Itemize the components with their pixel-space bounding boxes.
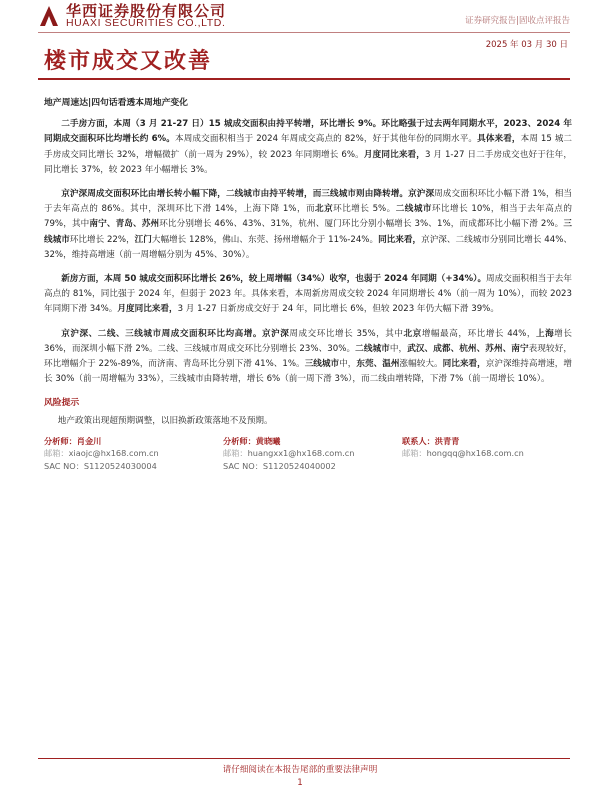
text-run: 3 月 1-27 日二手房成交也好于往年，同比增长 37%，较 2023 年小幅增长 3%。 <box>44 149 572 175</box>
text-run: 增幅最高，环比增长 44%， <box>421 328 536 339</box>
bold-text-run: 京沪深 <box>408 189 435 200</box>
text-run: 京沪深、二线城市分别同比增长 44%、32%，维持高增速（前一周增幅分别为 45%、30%）。 <box>44 234 572 260</box>
text-run: 3 月 1-27 日新房成交好于 24 年，同比增长 6%，但较 2023 年仍大幅下滑 39%。 <box>177 304 499 315</box>
text-run: 京沪深维持高增速，增长 30%（前一周增幅为 33%），三线城市由降转增，增长 6%（前一周下滑 3%），而二线由增转降，下滑 7%（前一周增长 10%）。 <box>44 359 572 385</box>
page-number: 1 <box>297 778 303 788</box>
email-value[interactable]: xiaojc@hx168.com.cn <box>68 448 159 459</box>
bold-text-run: 同比来看， <box>442 359 486 370</box>
title-divider <box>38 78 570 80</box>
analyst-card <box>223 435 393 473</box>
report-date: 2025 年 03 月 30 日 <box>485 40 568 50</box>
bold-text-run: 北京 <box>315 204 334 215</box>
section-heading: 地产周速达|四句话看透本周地产变化 <box>44 98 188 108</box>
email-label: 邮箱： <box>44 448 69 459</box>
email-label: 邮箱： <box>402 448 427 459</box>
footer-divider <box>38 758 570 759</box>
analyst-email[interactable] <box>223 447 393 460</box>
text-run: 大幅增长 128%，佛山、东莞、扬州增幅介于 11%-24%。 <box>151 234 379 245</box>
bold-text-run: 上海 <box>535 328 555 339</box>
bold-text-run: 月度同比来看， <box>363 149 426 160</box>
bold-text-run: 武汉、成都、杭州、苏州、南宁 <box>407 343 529 354</box>
analyst-sac-number: SAC NO：S1120524030004 <box>44 460 157 471</box>
analyst-name: 分析师：肖金川 <box>44 435 102 446</box>
email-value[interactable]: hongqq@hx168.com.cn <box>426 448 524 459</box>
bold-text-run: 南宁、青岛、苏州 <box>89 219 160 230</box>
text-run: 中， <box>389 343 408 354</box>
bold-text-run: 京沪深、二线、三线城市周成交面积环比均高增。 <box>61 328 262 339</box>
company-name-en: HUAXI SECURITIES CO.,LTD. <box>66 17 226 29</box>
paragraph-list <box>44 117 572 387</box>
footer-disclaimer: 请仔细阅读在本报告尾部的重要法律声明 <box>222 765 378 775</box>
analyst-card <box>402 435 572 473</box>
text-run: 环比增长 22%， <box>69 234 135 245</box>
company-name-cn: 华西证券股份有限公司 <box>66 2 227 20</box>
text-run: 环比增长 10%，相当于去年高点的 79%，其中 <box>44 204 572 230</box>
bold-text-run: 京沪深 <box>261 328 290 339</box>
analyst-email[interactable] <box>44 447 214 460</box>
body-paragraph <box>44 187 572 263</box>
bold-text-run: 北京 <box>403 328 422 339</box>
analyst-email[interactable] <box>402 447 572 460</box>
report-body <box>44 96 572 472</box>
bold-text-run: 东莞、温州 <box>356 359 400 370</box>
bold-text-run: 同比来看， <box>378 234 422 245</box>
text-run: 周成交面积相当于去年高点的 81%，同比强于 2024 年，但弱于 2023 年。具体来看，本周新房周成交较 2024 年同期增长 4%（前一周为 10%），而较 2023 年同期下滑 34%。 <box>44 274 572 315</box>
bold-text-run: 二线城市 <box>395 204 432 215</box>
bold-text-run: 三线城市 <box>304 359 340 370</box>
bold-text-run: 京沪深周成交面积环比由增长转小幅下降，二线城市由持平转增，而三线城市则由降转增。 <box>61 189 409 200</box>
risk-text: 地产政策出现超预期调整，以旧换新政策落地不及预期。 <box>57 415 273 426</box>
analyst-card <box>44 435 214 473</box>
email-value[interactable]: huangxx1@hx168.com.cn <box>247 448 355 459</box>
text-run: 周成交环比增长 35%，其中 <box>289 328 404 339</box>
text-run: 涨幅较大。 <box>399 359 443 370</box>
body-paragraph <box>44 117 572 178</box>
header-divider <box>38 32 570 33</box>
report-type: 证券研究报告|固收点评报告 <box>465 16 570 26</box>
text-run: 本周 15 城二手房成交同比增长 32%，增幅微扩（前一周为 29%），较 2023 年同期增长 6%。 <box>44 134 572 160</box>
analyst-sac-number: SAC NO：S1120524040002 <box>223 460 336 471</box>
text-run: 增长 36%，而深圳小幅下滑 2%。二线、三线城市周成交环比分别增长 23%、30%。 <box>44 328 572 354</box>
bold-text-run: 二手房方面，本周（3 月 21-27 日）15 城成交面积由持平转增，环比增长 9%。环比略强于过去两年同期水平，2023、2024 年同期成交面积环比均增长约 6%。 <box>44 119 572 145</box>
text-run: 表现较好，环比增幅介于 22%-89%，而济南、青岛环比分别下滑 41%、1%。 <box>44 343 572 370</box>
analyst-list <box>44 435 572 473</box>
analyst-name: 分析师：黄晓曦 <box>223 435 281 446</box>
risk-title: 风险提示 <box>44 398 80 409</box>
text-run: 环比增长 5%。 <box>333 204 396 215</box>
text-run: 周成交面积环比小幅下滑 1%，相当于去年高点的 86%。其中，深圳环比下滑 14%，上海下降 1%，而 <box>44 189 572 215</box>
bold-text-run: 二线城市 <box>355 343 390 354</box>
text-run: 本周成交面积相当于 2024 年周成交高点的 82%，好于其他年份的同期水平。 <box>175 134 478 145</box>
analyst-name: 联系人：洪青青 <box>402 435 460 446</box>
bold-text-run: 江门 <box>134 234 152 245</box>
text-run: 中， <box>339 359 357 370</box>
body-paragraph <box>44 272 572 318</box>
bold-text-run: 具体来看， <box>477 134 521 145</box>
bold-text-run: 新房方面，本周 50 城成交面积环比增长 26%，较上周增幅（34%）收窄，也弱于 2024 年同期（+34%）。 <box>61 274 487 285</box>
bold-text-run: 月度同比来看， <box>117 304 178 315</box>
report-title: 楼市成交又改善 <box>44 48 213 74</box>
huaxi-logo-icon <box>38 4 60 28</box>
email-label: 邮箱： <box>223 448 248 459</box>
text-run: 环比分别增长 46%、43%、31%，杭州、厦门环比分别小幅增长 3%、1%，而成都环比小幅下滑 2%。 <box>159 219 564 230</box>
bold-text-run: 三线城市 <box>44 219 572 245</box>
body-paragraph <box>44 327 572 388</box>
